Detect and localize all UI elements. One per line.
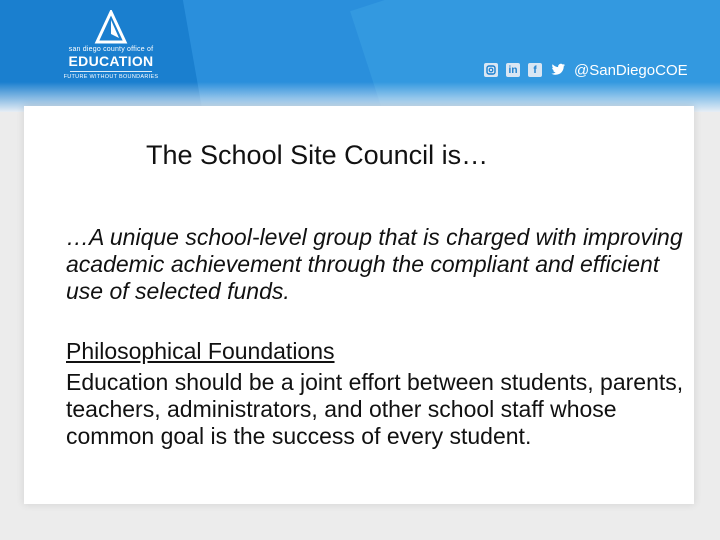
logo-divider [70,71,152,72]
slide-intro: …A unique school-level group that is charged with improving academic achievement through the compliant and efficient use of selected funds. [66,224,683,304]
slide-title: The School Site Council is… [146,140,489,170]
facebook-icon[interactable]: f [528,63,542,77]
instagram-icon[interactable] [484,63,498,77]
twitter-icon[interactable] [550,63,566,77]
linkedin-icon[interactable]: in [506,63,520,77]
triangle-logo-icon [94,10,128,44]
social-links [484,60,688,80]
social-handle[interactable]: @SanDiegoCOE [574,61,688,79]
logo-tagline: FUTURE WITHOUT BOUNDARIES [63,74,159,80]
section-body: Education should be a joint effort between students, parents, teachers, administrators, and other school staff whose common goal is the success of every student. [66,369,684,449]
sdcoe-logo [62,10,160,94]
logo-line2: EDUCATION [68,53,154,69]
section-heading: Philosophical Foundations [66,338,335,364]
logo-line1: san diego county office of [68,46,154,53]
